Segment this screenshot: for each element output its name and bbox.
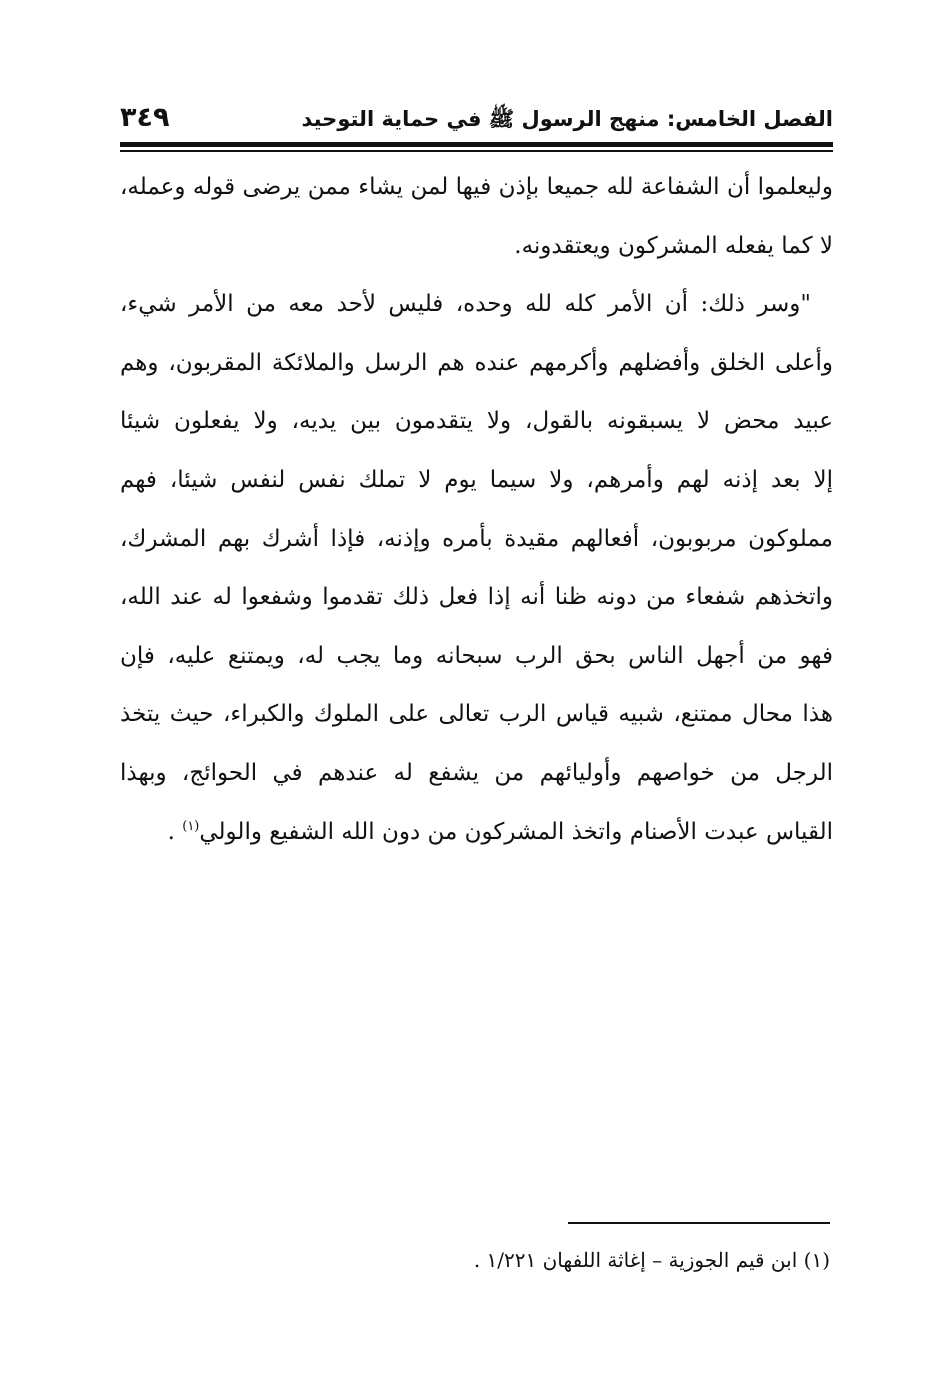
body-text (120, 158, 833, 861)
text-line: عبيد محض لا يسبقونه بالقول، ولا يتقدمون بين يديه، ولا يفعلون شيئا (120, 408, 833, 435)
footnote-reference[interactable]: (١) (182, 818, 200, 834)
text-line: وأعلى الخلق وأفضلهم وأكرمهم عنده هم الرسل والملائكة المقربون، وهم (120, 349, 833, 376)
text-line-content: القياس عبدت الأصنام واتخذ المشركون من دون الله الشفيع والولي (199, 818, 833, 845)
running-header (120, 100, 833, 140)
text-line: الرجل من خواصهم وأوليائهم من يشفع له عندهم في الحوائج، وبهذا (120, 759, 833, 786)
text-line: لا كما يفعله المشركون ويعتقدونه. (514, 232, 833, 259)
footnote-rule (568, 1222, 830, 1224)
text-line: مملوكون مربوبون، أفعالهم مقيدة بأمره وإذنه، فإذا أشرك بهم المشرك، (120, 525, 833, 552)
text-line: "وسر ذلك: أن الأمر كله لله وحده، فليس لأحد معه من الأمر شيء، (120, 291, 811, 318)
text-line: إلا بعد إذنه لهم وأمرهم، ولا سيما يوم لا تملك نفس لنفس شيئا، فهم (120, 466, 833, 493)
header-rule-thin (120, 150, 833, 152)
text-line: وليعلموا أن الشفاعة لله جميعا بإذن فيها لمن يشاء ممن يرضى قوله وعمله، (120, 174, 833, 200)
text-line: واتخذهم شفعاء من دونه ظنا أنه إذا فعل ذلك تقدموا وشفعوا له عند الله، (120, 584, 833, 611)
text-line-last (120, 803, 833, 862)
text-line: فهو من أجهل الناس بحق الرب سبحانه وما يجب له، ويمتنع عليه، فإن (120, 642, 833, 669)
text-line: هذا محال ممتنع، شبيه قياس الرب تعالى على الملوك والكبراء، حيث يتخذ (120, 701, 833, 728)
header-rule-thick (120, 142, 833, 147)
page-number: ٣٤٩ (120, 102, 170, 133)
final-period: . (167, 818, 183, 845)
chapter-title: الفصل الخامس: منهج الرسول ﷺ في حماية التوحيد (301, 107, 833, 131)
footnote-text: (١) ابن قيم الجوزية – إغاثة اللفهان ١/٢٢١ . (473, 1248, 830, 1272)
